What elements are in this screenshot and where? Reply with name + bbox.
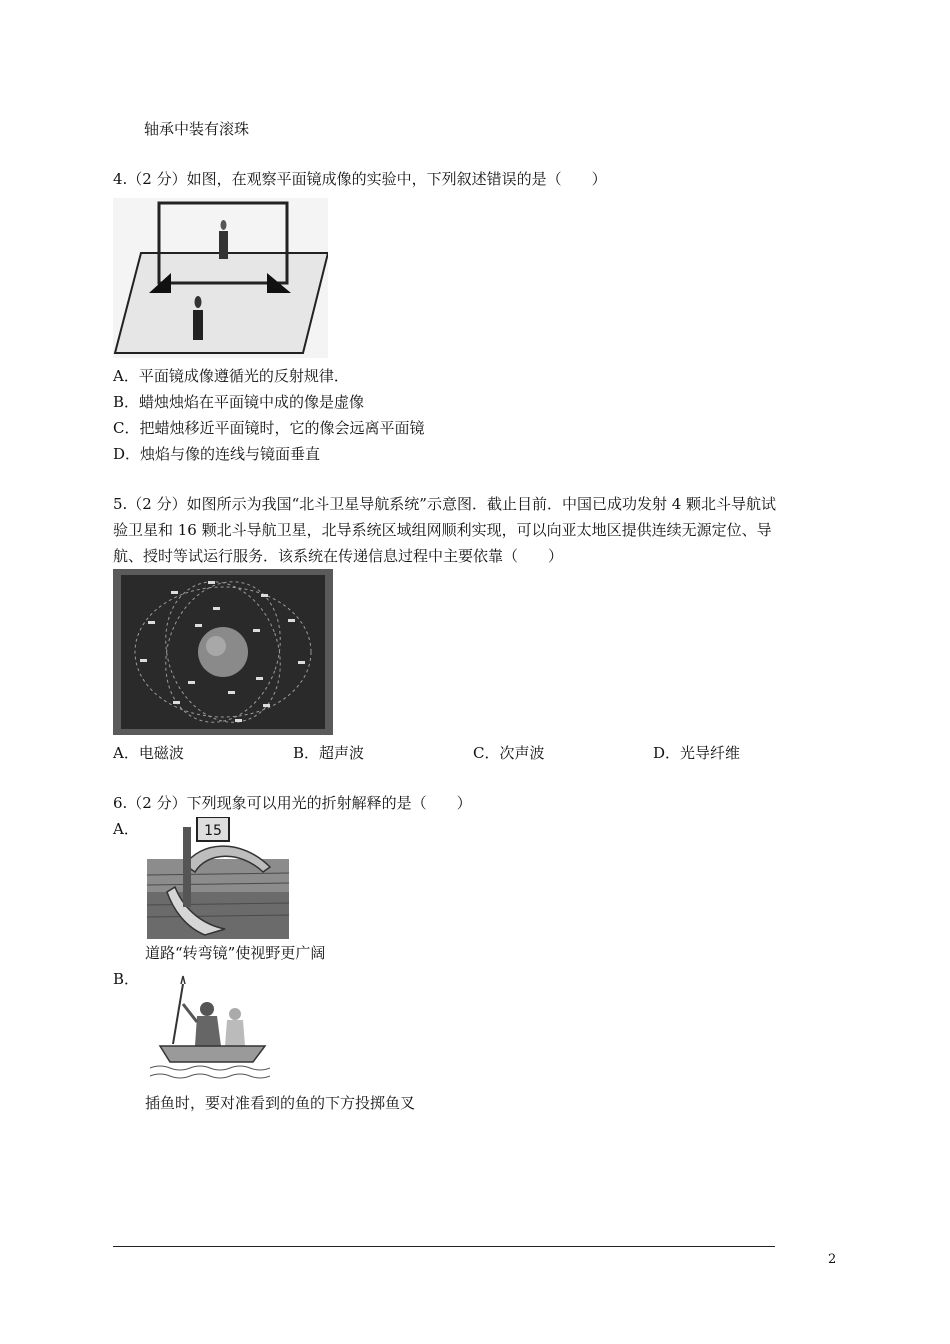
question-6-stem: 6.（2 分）下列现象可以用光的折射解释的是（ ） [113, 794, 472, 812]
q4-option-c: C．把蜡烛移近平面镜时，它的像会远离平面镜 [113, 419, 425, 437]
fisherman-body [195, 1016, 221, 1046]
companion-head [229, 1008, 241, 1020]
page-number: 2 [828, 1252, 837, 1267]
candle-image [219, 231, 228, 259]
q5-option-d: D．光导纤维 [653, 744, 741, 762]
plane-mirror-experiment-figure [113, 198, 328, 358]
q4-option-a: A．平面镜成像遵循光的反射规律． [113, 367, 349, 385]
question-5-stem-line-3: 航、授时等试运行服务．该系统在传递信息过程中主要依靠（ ） [113, 547, 564, 565]
q6-option-a-caption: 道路“转弯镜”使视野更广阔 [145, 944, 326, 962]
q4-option-b: B．蜡烛烛焰在平面镜中成的像是虚像 [113, 393, 365, 411]
mirror-pole [183, 827, 191, 907]
earth-highlight [206, 636, 226, 656]
question-4-stem: 4.（2 分）如图，在观察平面镜成像的实验中，下列叙述错误的是（ ） [113, 170, 607, 188]
q6-option-b-caption: 插鱼时，要对准看到的鱼的下方投掷鱼叉 [145, 1094, 416, 1112]
previous-option-caption: 轴承中装有滚珠 [144, 120, 250, 138]
table-plane [115, 253, 328, 353]
spear-fishing-figure [145, 974, 270, 1086]
candle [193, 310, 203, 340]
q5-option-c: C．次声波 [473, 744, 545, 762]
candle-image-flame [221, 220, 227, 230]
q4-option-d: D．烛焰与像的连线与镜面垂直 [113, 445, 321, 463]
q6-option-b-label: B． [113, 970, 140, 988]
q6-option-a-label: A． [113, 820, 139, 838]
companion-body [225, 1020, 245, 1046]
q5-option-a: A．电磁波 [113, 744, 184, 762]
candle-flame [195, 296, 202, 308]
footer-rule [113, 1246, 775, 1247]
question-5-stem-line-1: 5.（2 分）如图所示为我国“北斗卫星导航系统”示意图．截止目前．中国已成功发射 4 颗北斗导航试 [113, 495, 777, 513]
beidou-satellite-figure [113, 569, 333, 735]
q5-option-b: B．超声波 [293, 744, 365, 762]
sign-number: 15 [204, 823, 222, 839]
boat [160, 1046, 265, 1062]
fisherman-head [200, 1002, 214, 1016]
question-5-stem-line-2: 验卫星和 16 颗北斗导航卫星，北导系统区域组网顺利实现，可以向亚太地区提供连续无源定位、导 [113, 521, 772, 539]
convex-road-mirror-figure [145, 817, 290, 940]
